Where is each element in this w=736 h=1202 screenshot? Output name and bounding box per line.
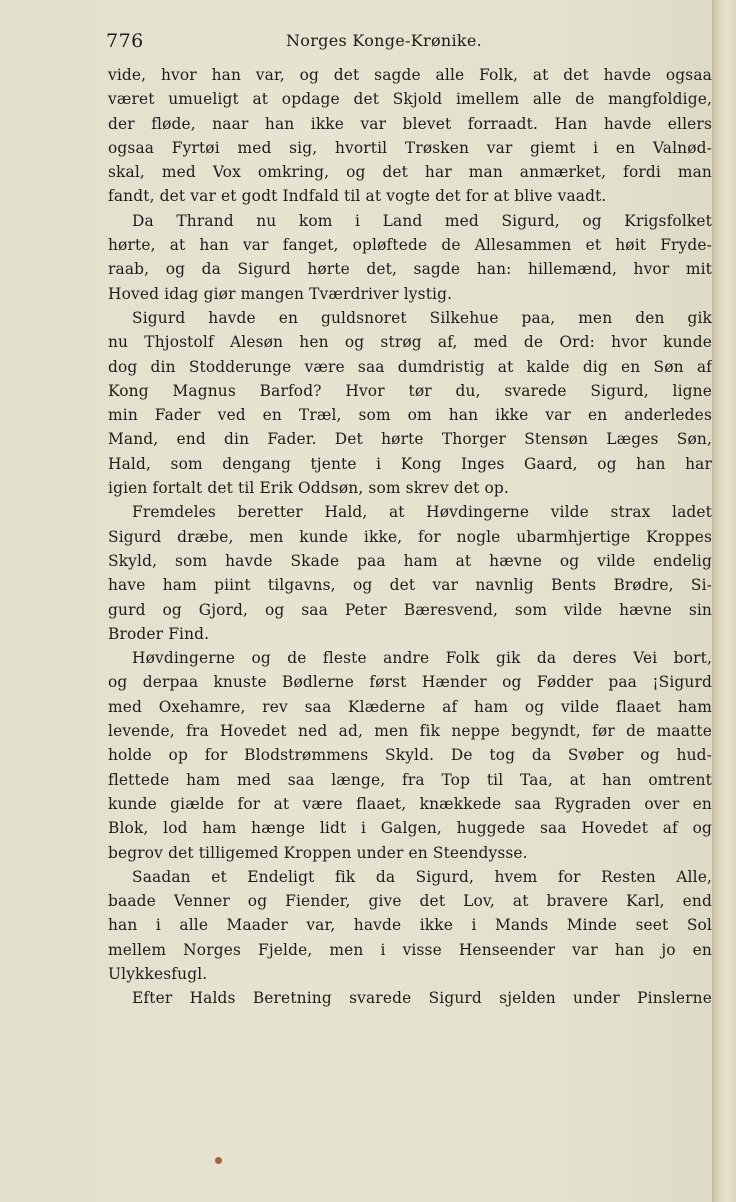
text-line: Sigurd havde en guldsnoret Silkehue paa, men den gik bbox=[132, 308, 712, 327]
text-line: Da Thrand nu kom i Land med Sigurd, og Krigsfolket bbox=[132, 211, 712, 230]
text-line: vide, hvor han var, og det sagde alle Folk, at det havde ogsaa bbox=[108, 66, 712, 84]
text-line: hørte, at han var fanget, opløftede de Allesammen et høit Fryde- bbox=[108, 236, 712, 255]
text-line: have ham piint tilgavns, og det var navnlig Bents Brødre, Si- bbox=[108, 576, 712, 595]
page-number: 776 bbox=[106, 30, 144, 52]
text-line: Sigurd dræbe, men kunde ikke, for nogle ubarmhjertige Kroppes bbox=[108, 527, 712, 546]
text-line: fandt, det var et godt Indfald til at vogte det for at blive vaadt. bbox=[108, 187, 607, 206]
text-line: Ulykkesfugl. bbox=[108, 964, 208, 983]
page-gutter bbox=[712, 0, 736, 1202]
text-line: Hald, som dengang tjente i Kong Inges Gaard, og han har bbox=[108, 454, 712, 473]
text-line: Blok, lod ham hænge lidt i Galgen, huggede saa Hovedet af og bbox=[108, 819, 712, 838]
text-line: Efter Halds Beretning svarede Sigurd sjelden under Pinslerne bbox=[132, 989, 712, 1008]
text-line: kunde giælde for at være flaaet, knækkede saa Rygraden over en bbox=[108, 794, 712, 813]
text-line: min Fader ved en Træl, som om han ikke var en anderledes bbox=[108, 406, 712, 425]
ink-spot bbox=[215, 1157, 222, 1164]
text-line: med Oxehamre, rev saa Klæderne af ham og vilde flaaet ham bbox=[108, 697, 712, 716]
body-text bbox=[108, 63, 712, 1011]
text-line: Hoved idag giør mangen Tværdriver lystig. bbox=[108, 284, 453, 303]
text-line: Fremdeles beretter Hald, at Høvdingerne vilde strax ladet bbox=[132, 503, 712, 522]
text-line: skal, med Vox omkring, og det har man anmærket, fordi man bbox=[108, 163, 712, 182]
text-line: han i alle Maader var, havde ikke i Mands Minde seet Sol bbox=[108, 916, 712, 935]
text-line: Skyld, som havde Skade paa ham at hævne og vilde endelig bbox=[108, 551, 712, 570]
text-line: holde op for Blodstrømmens Skyld. De tog da Svøber og hud- bbox=[108, 746, 712, 765]
text-line: ogsaa Fyrtøi med sig, hvortil Trøsken var giemt i en Valnød- bbox=[108, 138, 712, 157]
text-line: flettede ham med saa længe, fra Top til Taa, at han omtrent bbox=[108, 770, 712, 789]
text-line: gurd og Gjord, og saa Peter Bæresvend, som vilde hævne sin bbox=[108, 600, 712, 619]
text-line: igien fortalt det til Erik Oddsøn, som skrev det op. bbox=[108, 479, 509, 498]
text-line: levende, fra Hovedet ned ad, men fik neppe begyndt, før de maatte bbox=[108, 722, 712, 741]
text-line: der fløde, naar han ikke var blevet forraadt. Han havde ellers bbox=[108, 114, 712, 133]
text-line: Kong Magnus Barfod? Hvor tør du, svarede Sigurd, ligne bbox=[108, 381, 712, 400]
text-line: raab, og da Sigurd hørte det, sagde han: hillemænd, hvor mit bbox=[108, 260, 712, 279]
text-line: været umueligt at opdage det Skjold imellem alle de mangfoldige, bbox=[108, 90, 712, 109]
text-line: dog din Stodderunge være saa dumdristig at kalde dig en Søn af bbox=[108, 357, 712, 376]
text-line: og derpaa knuste Bødlerne først Hænder og Fødder paa ¡Sigurd bbox=[108, 673, 712, 692]
text-line: Høvdingerne og de fleste andre Folk gik da deres Vei bort, bbox=[132, 649, 712, 668]
running-title: Norges Konge-Krønike. bbox=[286, 31, 483, 50]
page-header bbox=[106, 30, 712, 56]
text-line: nu Thjostolf Alesøn hen og strøg af, med de Ord: hvor kunde bbox=[108, 333, 712, 352]
text-line: mellem Norges Fjelde, men i visse Henseender var han jo en bbox=[108, 940, 712, 959]
text-line: begrov det tilligemed Kroppen under en Steendysse. bbox=[108, 843, 528, 862]
text-line: Saadan et Endeligt fik da Sigurd, hvem for Resten Alle, bbox=[132, 867, 712, 886]
text-line: Mand, end din Fader. Det hørte Thorger Stensøn Læges Søn, bbox=[108, 430, 712, 449]
text-line: baade Venner og Fiender, give det Lov, at bravere Karl, end bbox=[108, 892, 712, 911]
text-line: Broder Find. bbox=[108, 624, 210, 643]
